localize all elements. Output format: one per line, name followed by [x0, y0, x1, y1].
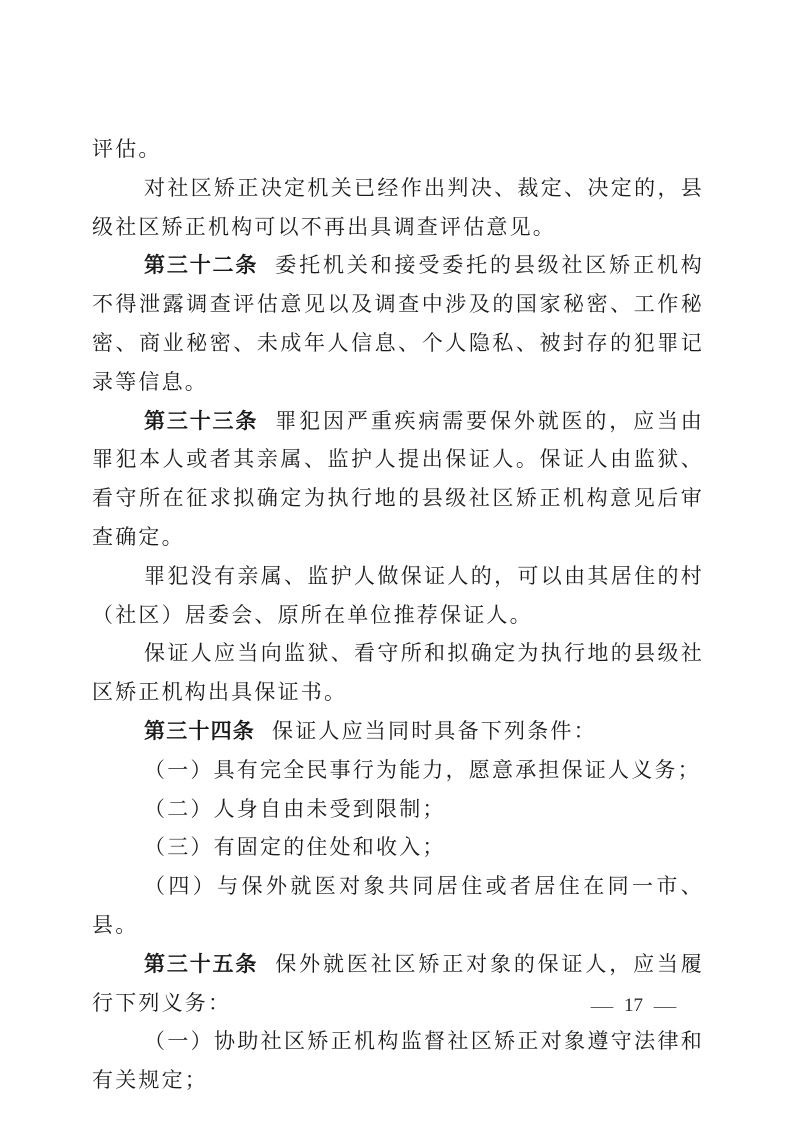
article-number: 第三十五条: [144, 951, 259, 976]
paragraph-continuation: 评估。: [92, 137, 162, 161]
document-body: [92, 130, 704, 1100]
article-text: 罪犯因严重疾病需要保外就医的，应当由罪犯本人或者其亲属、监护人提出保证人。保证人由监狱、看守所在征求拟确定为执行地的县级社区矫正机构意见后审查确定。: [92, 408, 704, 549]
list-item: （三）有固定的住处和收入；: [144, 835, 446, 860]
article-text: 委托机关和接受委托的县级社区矫正机构不得泄露调查评估意见以及调查中涉及的国家秘密、工作秘密、商业秘密、未成年人信息、个人隐私、被封存的犯罪记录等信息。: [92, 253, 704, 394]
article-paragraph: [92, 402, 704, 557]
page-number: 17: [624, 995, 643, 1016]
list-item: （二）人身自由未受到限制；: [144, 796, 446, 821]
article-number: 第三十四条: [144, 718, 255, 743]
list-item: （四）与保外就医对象共同居住或者居住在同一市、县。: [92, 874, 704, 937]
article-text: 保外就医社区矫正对象的保证人，应当履行下列义务：: [92, 951, 704, 1015]
list-item: （一）协助社区矫正机构监督社区矫正对象遵守法律和有关规定；: [92, 1029, 704, 1093]
article-number: 第三十三条: [144, 408, 259, 433]
article-text: 保证人应当同时具备下列条件：: [272, 718, 597, 743]
footer-dash-right: —: [653, 995, 677, 1016]
page-footer: [590, 995, 677, 1017]
footer-dash-left: —: [590, 995, 614, 1016]
list-item: （一）具有完全民事行为能力，愿意承担保证人义务；: [144, 757, 701, 782]
paragraph: 罪犯没有亲属、监护人做保证人的，可以由其居住的村（社区）居委会、原所在单位推荐保证人。: [92, 563, 704, 627]
paragraph: 对社区矫正决定机关已经作出判决、裁定、决定的，县级社区矫正机构可以不再出具调查评估意见。: [92, 175, 704, 239]
article-number: 第三十二条: [144, 253, 259, 278]
article-paragraph: [92, 246, 704, 401]
article-paragraph: [92, 712, 704, 751]
paragraph: 保证人应当向监狱、看守所和拟确定为执行地的县级社区矫正机构出具保证书。: [92, 641, 704, 705]
